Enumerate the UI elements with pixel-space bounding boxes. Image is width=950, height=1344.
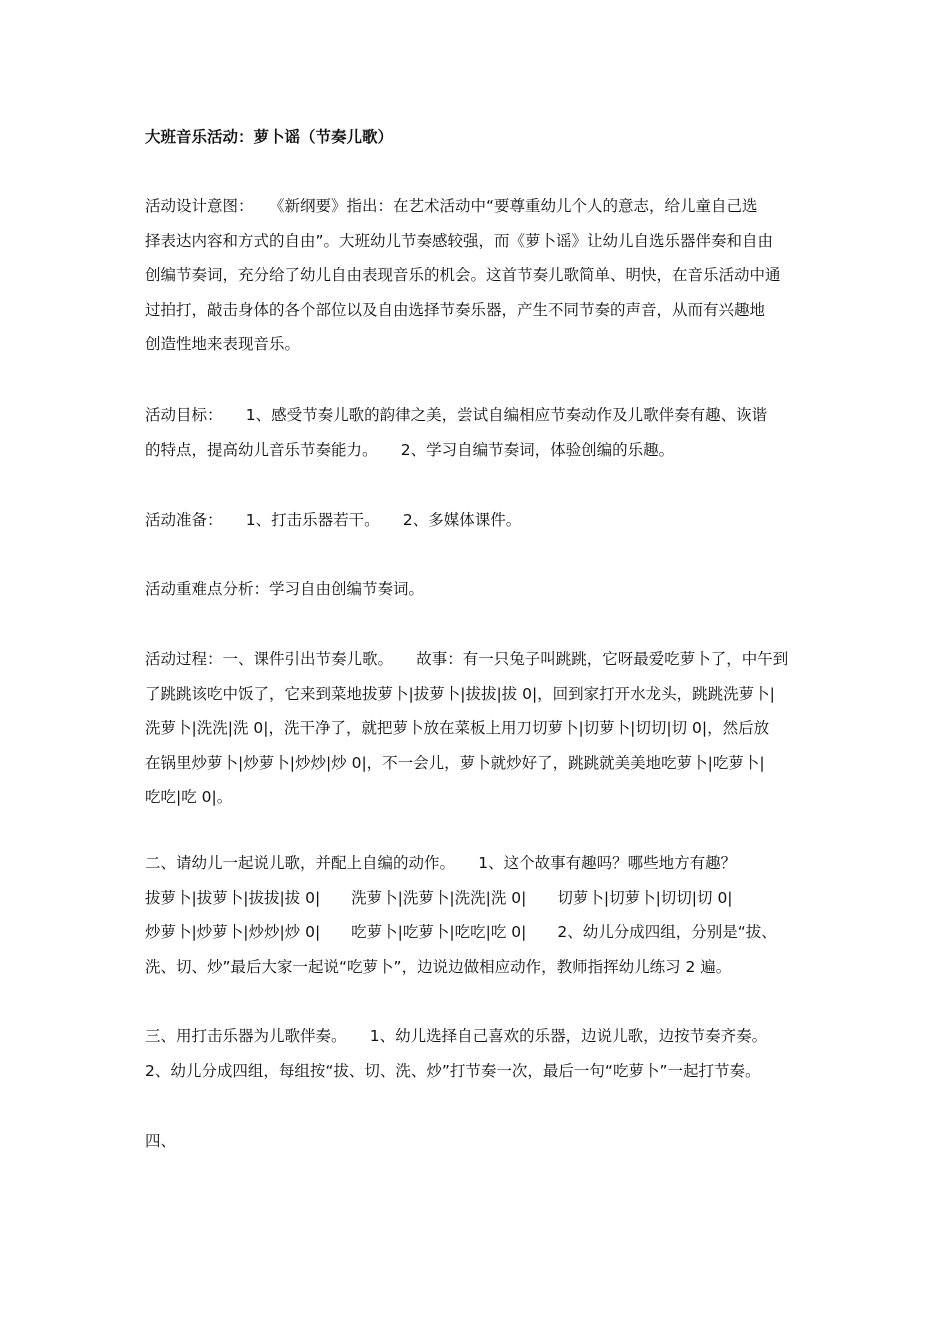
paragraph-line: 的特点，提高幼儿音乐节奏能力。 2、学习自编节奏词，体验创编的乐趣。 — [145, 440, 675, 459]
paragraph-step-two — [145, 846, 825, 984]
paragraph-key-points — [145, 572, 825, 607]
paragraph-step-four — [145, 1124, 825, 1159]
paragraph-line: 三、用打击乐器为儿歌伴奏。 1、幼儿选择自己喜欢的乐器，边说儿歌，边按节奏齐奏。 — [145, 1027, 768, 1045]
paragraph-line: 洗、切、炒”最后大家一起说“吃萝卜”，边说边做相应动作，教师指挥幼儿练习 2 遍。 — [145, 957, 732, 976]
paragraph-line: 在锅里炒萝卜|炒萝卜|炒炒|炒 0|，不一会儿，萝卜就炒好了，跳跳就美美地吃萝卜|吃萝卜| — [145, 753, 765, 772]
paragraph-line: 择表达内容和方式的自由”。大班幼儿节奏感较强，而《萝卜谣》让幼儿自选乐器伴奏和自由 — [145, 231, 774, 250]
document-title: 大班音乐活动：萝卜谣（节奏儿歌） — [145, 128, 394, 146]
paragraph-line: 2、幼儿分成四组，每组按“拔、切、洗、炒”打节奏一次，最后一句“吃萝卜”一起打节奏。 — [145, 1061, 761, 1080]
paragraph-line: 二、请幼儿一起说儿歌，并配上自编的动作。 1、这个故事有趣吗？哪些地方有趣？ — [145, 854, 737, 872]
paragraph-line: 炒萝卜|炒萝卜|炒炒|炒 0| 吃萝卜|吃萝卜|吃吃|吃 0| 2、幼儿分成四组，分别是“拔、 — [145, 923, 777, 941]
paragraph-line: 吃吃|吃 0|。 — [145, 788, 233, 806]
paragraph-line: 活动重难点分析：学习自由创编节奏词。 — [145, 580, 425, 598]
paragraph-line: 洗萝卜|洗洗|洗 0|，洗干净了，就把萝卜放在菜板上用刀切萝卜|切萝卜|切切|切 0|，然后放 — [145, 719, 770, 737]
paragraph-line: 拔萝卜|拔萝卜|拔拔|拔 0| 洗萝卜|洗萝卜|洗洗|洗 0| 切萝卜|切萝卜|切切|切 0| — [145, 888, 733, 907]
paragraph-design-intent — [145, 189, 825, 362]
paragraph-line: 了跳跳该吃中饭了，它来到菜地拔萝卜|拔萝卜|拔拔|拔 0|，回到家打开水龙头，跳跳洗萝卜| — [145, 684, 775, 703]
paragraph-line: 活动准备： 1、打击乐器若干。 2、多媒体课件。 — [145, 511, 522, 529]
paragraph-line: 活动目标： 1、感受节奏儿歌的韵律之美，尝试自编相应节奏动作及儿歌伴奏有趣、诙谐 — [145, 406, 768, 424]
paragraph-line: 创造性地来表现音乐。 — [145, 335, 301, 353]
paragraph-preparation — [145, 503, 825, 538]
paragraph-process — [145, 642, 825, 815]
paragraph-objectives — [145, 398, 825, 467]
paragraph-line: 活动过程：一、课件引出节奏儿歌。 故事：有一只兔子叫跳跳，它呀最爱吃萝卜了，中午到 — [145, 650, 789, 668]
paragraph-line: 过拍打，敲击身体的各个部位以及自由选择节奏乐器，产生不同节奏的声音，从而有兴趣地 — [145, 300, 766, 319]
paragraph-line: 四、 — [145, 1132, 177, 1150]
paragraph-step-three — [145, 1019, 825, 1088]
paragraph-line: 创编节奏词，充分给了幼儿自由表现音乐的机会。这首节奏儿歌简单、明快，在音乐活动中通 — [145, 266, 781, 284]
paragraph-line: 活动设计意图： 《新纲要》指出：在艺术活动中“要尊重幼儿个人的意志，给儿童自己选 — [145, 197, 758, 215]
